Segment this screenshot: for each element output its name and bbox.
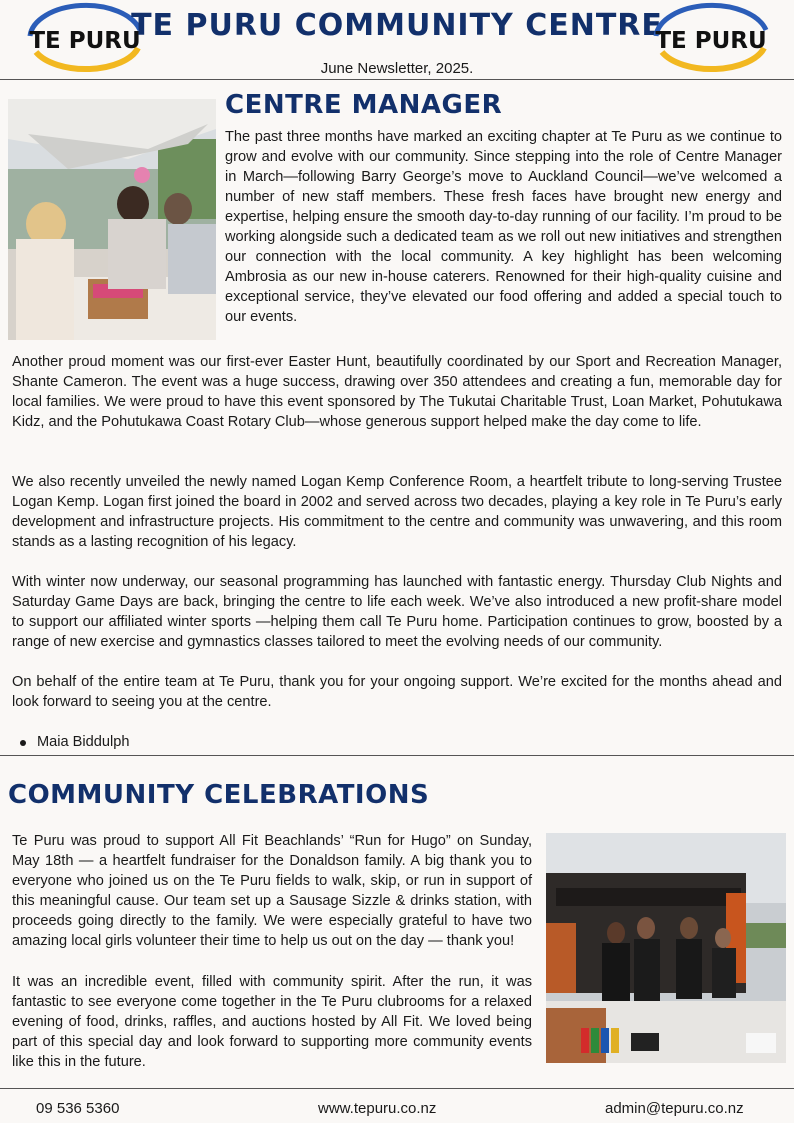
newsletter-date: June Newsletter, 2025. — [320, 60, 474, 77]
manager-intro-paragraph: The past three months have marked an exciting chapter at Te Puru as we continue to grow and evolve with our community. Since stepping into the role of Centre Manager in March—following Barry George’s move to Auckland Council—we’ve welcomed a number of new staff members. These fresh faces have brought new energy and expertise, helping ensure the smooth day-to-day running of our facility. I’m proud to be working alongside such a dedicated team as we roll out new initiatives and strengthen our connection with the local community. A key highlight has been welcoming Ambrosia as our new in-house caterers. Renowned for their high-quality cuisine and exceptional service, they’ve elevated our food offering and added a special touch to our events. — [225, 129, 782, 325]
footer-phone: 09 536 5360 — [36, 1100, 120, 1117]
te-puru-logo-right — [648, 2, 774, 78]
sausage-sizzle-photo — [546, 833, 786, 1063]
community-celebrations-heading: COMMUNITY CELEBRATIONS — [8, 780, 430, 810]
community-spirit-paragraph: It was an incredible event, filled with community spirit. After the run, it was fantastic to see everyone come together in the Te Puru clubrooms for a relaxed evening of food, drinks, raffles, and auctions hosted by All Fit. We loved being part of this special day and look forward to supporting more community events like this in the future. — [12, 974, 532, 1070]
signoff-name: Maia Biddulph — [37, 734, 130, 750]
signoff — [20, 732, 130, 752]
page-title: TE PURU COMMUNITY CENTRE — [131, 8, 663, 43]
bullet-icon — [20, 740, 26, 746]
easter-hunt-paragraph: Another proud moment was our first-ever Easter Hunt, beautifully coordinated by our Sport and Recreation Manager, Shante Cameron. The event was a huge success, drawing over 350 attendees and creating a fun, memorable day for local families. We were proud to have this event sponsored by The Tukutai Charitable Trust, Loan Market, Pohutukawa Kidz, and the Pohutukawa Coast Rotary Club—whose generous support helped make the day come to life. — [12, 354, 782, 430]
run-for-hugo-paragraph: Te Puru was proud to support All Fit Beachlands’ “Run for Hugo” on Sunday, May 18th — a heartfelt fundraiser for the Donaldson family. A big thank you to everyone who joined us on the Te Puru fields to walk, skip, or run in support of this meaningful cause. Our team set up a Sausage Sizzle & drinks station, with proceeds going directly to the family. We were especially grateful to have two amazing local girls volunteer their time to help us out on the day — thank you! — [12, 833, 532, 949]
header-divider — [0, 79, 794, 80]
footer-email[interactable]: admin@tepuru.co.nz — [605, 1100, 744, 1117]
centre-manager-heading: CENTRE MANAGER — [225, 90, 503, 120]
footer-divider — [0, 1088, 794, 1089]
winter-programming-paragraph: With winter now underway, our seasonal programming has launched with fantastic energy. Thursday Club Nights and Saturday Game Days are back, bringing the centre to life each week. We’ve also introduced a new profit-share model to support our affiliated winter sports —helping them call Te Puru home. Participation continues to grow, boosted by a range of new exercise and gymnastics classes tailored to meet the evolving needs of our community. — [12, 574, 782, 650]
thank-you-paragraph: On behalf of the entire team at Te Puru, thank you for your ongoing support. We’re excited for the months ahead and look forward to seeing you at the centre. — [12, 674, 782, 710]
easter-stall-photo — [8, 99, 216, 340]
section-divider — [0, 755, 794, 756]
footer-website[interactable]: www.tepuru.co.nz — [318, 1100, 437, 1117]
logan-kemp-paragraph: We also recently unveiled the newly named Logan Kemp Conference Room, a heartfelt tribute to long-serving Trustee Logan Kemp. Logan first joined the board in 2002 and served across two decades, playing a key role in Te Puru’s early development and infrastructure projects. His commitment to the centre and community was unwavering, and this room stands as a lasting recognition of his legacy. — [12, 474, 782, 550]
logo-text: TE PURU — [29, 28, 141, 54]
logo-text: TE PURU — [655, 28, 767, 54]
